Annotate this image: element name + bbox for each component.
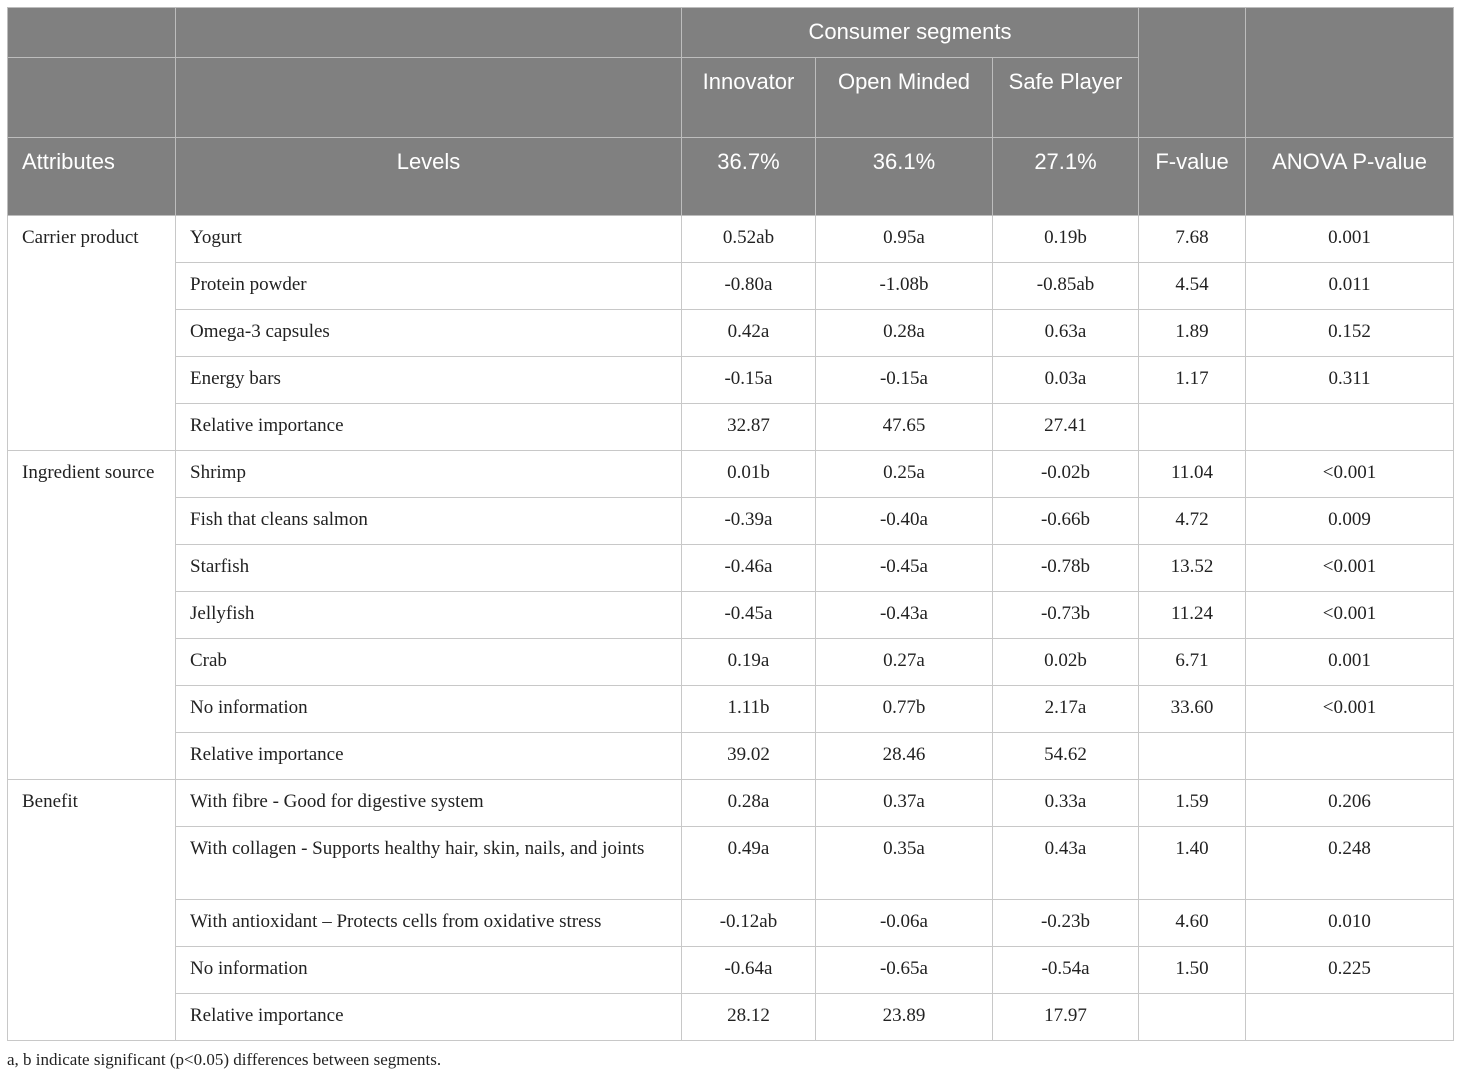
- level-cell: Starfish: [176, 545, 682, 592]
- f-value-cell: 1.17: [1139, 357, 1246, 404]
- open-minded-cell: 23.89: [816, 994, 993, 1041]
- f-value-cell: 11.04: [1139, 451, 1246, 498]
- safe-player-cell: 0.43a: [993, 827, 1139, 900]
- p-value-cell: <0.001: [1246, 545, 1454, 592]
- f-value-cell: 4.54: [1139, 263, 1246, 310]
- f-value-cell: [1139, 404, 1246, 451]
- level-cell: Yogurt: [176, 216, 682, 263]
- f-value-cell: 33.60: [1139, 686, 1246, 733]
- open-minded-cell: -0.65a: [816, 947, 993, 994]
- innovator-cell: 0.52ab: [682, 216, 816, 263]
- open-minded-cell: 0.77b: [816, 686, 993, 733]
- p-value-cell: 0.206: [1246, 780, 1454, 827]
- innovator-cell: 28.12: [682, 994, 816, 1041]
- f-value-cell: 4.60: [1139, 900, 1246, 947]
- open-minded-cell: -0.43a: [816, 592, 993, 639]
- p-value-cell: [1246, 994, 1454, 1041]
- safe-player-cell: -0.66b: [993, 498, 1139, 545]
- safe-player-cell: -0.78b: [993, 545, 1139, 592]
- header-share-safe-player: 27.1%: [993, 138, 1139, 216]
- table-row: [8, 733, 1454, 780]
- level-cell: Fish that cleans salmon: [176, 498, 682, 545]
- safe-player-cell: 54.62: [993, 733, 1139, 780]
- f-value-cell: [1139, 733, 1246, 780]
- table-row: [8, 263, 1454, 310]
- p-value-cell: 0.001: [1246, 639, 1454, 686]
- header-attributes: Attributes: [8, 138, 176, 216]
- open-minded-cell: -0.15a: [816, 357, 993, 404]
- table-row: [8, 404, 1454, 451]
- open-minded-cell: -0.06a: [816, 900, 993, 947]
- safe-player-cell: 17.97: [993, 994, 1139, 1041]
- open-minded-cell: 0.27a: [816, 639, 993, 686]
- attribute-cell: Benefit: [8, 780, 176, 1041]
- header-levels: Levels: [176, 138, 682, 216]
- p-value-cell: <0.001: [1246, 592, 1454, 639]
- safe-player-cell: -0.23b: [993, 900, 1139, 947]
- table-footnote: a, b indicate significant (p<0.05) differences between segments.: [7, 1050, 442, 1069]
- safe-player-cell: -0.02b: [993, 451, 1139, 498]
- header-blank: [176, 8, 682, 58]
- open-minded-cell: 0.35a: [816, 827, 993, 900]
- header-share-innovator: 36.7%: [682, 138, 816, 216]
- f-value-cell: 11.24: [1139, 592, 1246, 639]
- level-cell: Omega-3 capsules: [176, 310, 682, 357]
- f-value-cell: 13.52: [1139, 545, 1246, 592]
- f-value-cell: [1139, 994, 1246, 1041]
- safe-player-cell: 0.02b: [993, 639, 1139, 686]
- innovator-cell: 0.49a: [682, 827, 816, 900]
- header-consumer-segments: Consumer segments: [682, 8, 1139, 58]
- table-row: [8, 498, 1454, 545]
- level-cell: No information: [176, 686, 682, 733]
- attribute-cell: Ingredient source: [8, 451, 176, 780]
- open-minded-cell: 0.95a: [816, 216, 993, 263]
- innovator-cell: 39.02: [682, 733, 816, 780]
- f-value-cell: 4.72: [1139, 498, 1246, 545]
- p-value-cell: 0.001: [1246, 216, 1454, 263]
- header-blank: [8, 8, 176, 58]
- f-value-cell: 1.59: [1139, 780, 1246, 827]
- level-cell: Crab: [176, 639, 682, 686]
- level-cell: Jellyfish: [176, 592, 682, 639]
- segment-table: [7, 7, 1454, 1041]
- header-blank: [8, 58, 176, 138]
- open-minded-cell: -0.40a: [816, 498, 993, 545]
- innovator-cell: -0.15a: [682, 357, 816, 404]
- safe-player-cell: 2.17a: [993, 686, 1139, 733]
- table-row: [8, 357, 1454, 404]
- header-segment-innovator: Innovator: [682, 58, 816, 138]
- innovator-cell: -0.46a: [682, 545, 816, 592]
- open-minded-cell: 0.28a: [816, 310, 993, 357]
- header-blank: [1246, 8, 1454, 138]
- level-cell: With fibre - Good for digestive system: [176, 780, 682, 827]
- innovator-cell: 0.01b: [682, 451, 816, 498]
- f-value-cell: 1.40: [1139, 827, 1246, 900]
- innovator-cell: 1.11b: [682, 686, 816, 733]
- table-row: [8, 592, 1454, 639]
- safe-player-cell: 27.41: [993, 404, 1139, 451]
- table-header: [8, 8, 1454, 216]
- innovator-cell: -0.12ab: [682, 900, 816, 947]
- innovator-cell: 32.87: [682, 404, 816, 451]
- level-cell: No information: [176, 947, 682, 994]
- level-cell: Energy bars: [176, 357, 682, 404]
- innovator-cell: -0.39a: [682, 498, 816, 545]
- p-value-cell: [1246, 733, 1454, 780]
- level-cell: With antioxidant – Protects cells from oxidative stress: [176, 900, 682, 947]
- f-value-cell: 7.68: [1139, 216, 1246, 263]
- level-cell: With collagen - Supports healthy hair, skin, nails, and joints: [176, 827, 682, 900]
- level-cell: Relative importance: [176, 404, 682, 451]
- header-share-open-minded: 36.1%: [816, 138, 993, 216]
- table-row: [8, 780, 1454, 827]
- open-minded-cell: 28.46: [816, 733, 993, 780]
- safe-player-cell: 0.19b: [993, 216, 1139, 263]
- p-value-cell: [1246, 404, 1454, 451]
- table-body: [8, 216, 1454, 1041]
- table-row: [8, 310, 1454, 357]
- level-cell: Relative importance: [176, 994, 682, 1041]
- table-row: [8, 947, 1454, 994]
- header-segment-open-minded: Open Minded: [816, 58, 993, 138]
- level-cell: Protein powder: [176, 263, 682, 310]
- open-minded-cell: 0.37a: [816, 780, 993, 827]
- safe-player-cell: -0.54a: [993, 947, 1139, 994]
- header-anova-p-value: ANOVA P-value: [1246, 138, 1454, 216]
- safe-player-cell: 0.63a: [993, 310, 1139, 357]
- header-f-value: F-value: [1139, 138, 1246, 216]
- p-value-cell: 0.009: [1246, 498, 1454, 545]
- innovator-cell: -0.45a: [682, 592, 816, 639]
- innovator-cell: 0.19a: [682, 639, 816, 686]
- innovator-cell: -0.64a: [682, 947, 816, 994]
- f-value-cell: 6.71: [1139, 639, 1246, 686]
- open-minded-cell: 47.65: [816, 404, 993, 451]
- header-segment-safe-player: Safe Player: [993, 58, 1139, 138]
- table-row: [8, 216, 1454, 263]
- p-value-cell: 0.152: [1246, 310, 1454, 357]
- innovator-cell: 0.28a: [682, 780, 816, 827]
- innovator-cell: -0.80a: [682, 263, 816, 310]
- table-row: [8, 994, 1454, 1041]
- table-row: [8, 900, 1454, 947]
- safe-player-cell: 0.33a: [993, 780, 1139, 827]
- safe-player-cell: -0.73b: [993, 592, 1139, 639]
- p-value-cell: 0.010: [1246, 900, 1454, 947]
- table-row: [8, 639, 1454, 686]
- safe-player-cell: -0.85ab: [993, 263, 1139, 310]
- header-blank: [1139, 8, 1246, 138]
- open-minded-cell: 0.25a: [816, 451, 993, 498]
- open-minded-cell: -1.08b: [816, 263, 993, 310]
- attribute-cell: Carrier product: [8, 216, 176, 451]
- f-value-cell: 1.89: [1139, 310, 1246, 357]
- safe-player-cell: 0.03a: [993, 357, 1139, 404]
- table-row: [8, 545, 1454, 592]
- p-value-cell: 0.311: [1246, 357, 1454, 404]
- f-value-cell: 1.50: [1139, 947, 1246, 994]
- table-row: [8, 827, 1454, 900]
- table-row: [8, 451, 1454, 498]
- p-value-cell: 0.248: [1246, 827, 1454, 900]
- innovator-cell: 0.42a: [682, 310, 816, 357]
- table-row: [8, 686, 1454, 733]
- p-value-cell: <0.001: [1246, 686, 1454, 733]
- p-value-cell: 0.225: [1246, 947, 1454, 994]
- header-blank: [176, 58, 682, 138]
- p-value-cell: <0.001: [1246, 451, 1454, 498]
- level-cell: Shrimp: [176, 451, 682, 498]
- p-value-cell: 0.011: [1246, 263, 1454, 310]
- level-cell: Relative importance: [176, 733, 682, 780]
- open-minded-cell: -0.45a: [816, 545, 993, 592]
